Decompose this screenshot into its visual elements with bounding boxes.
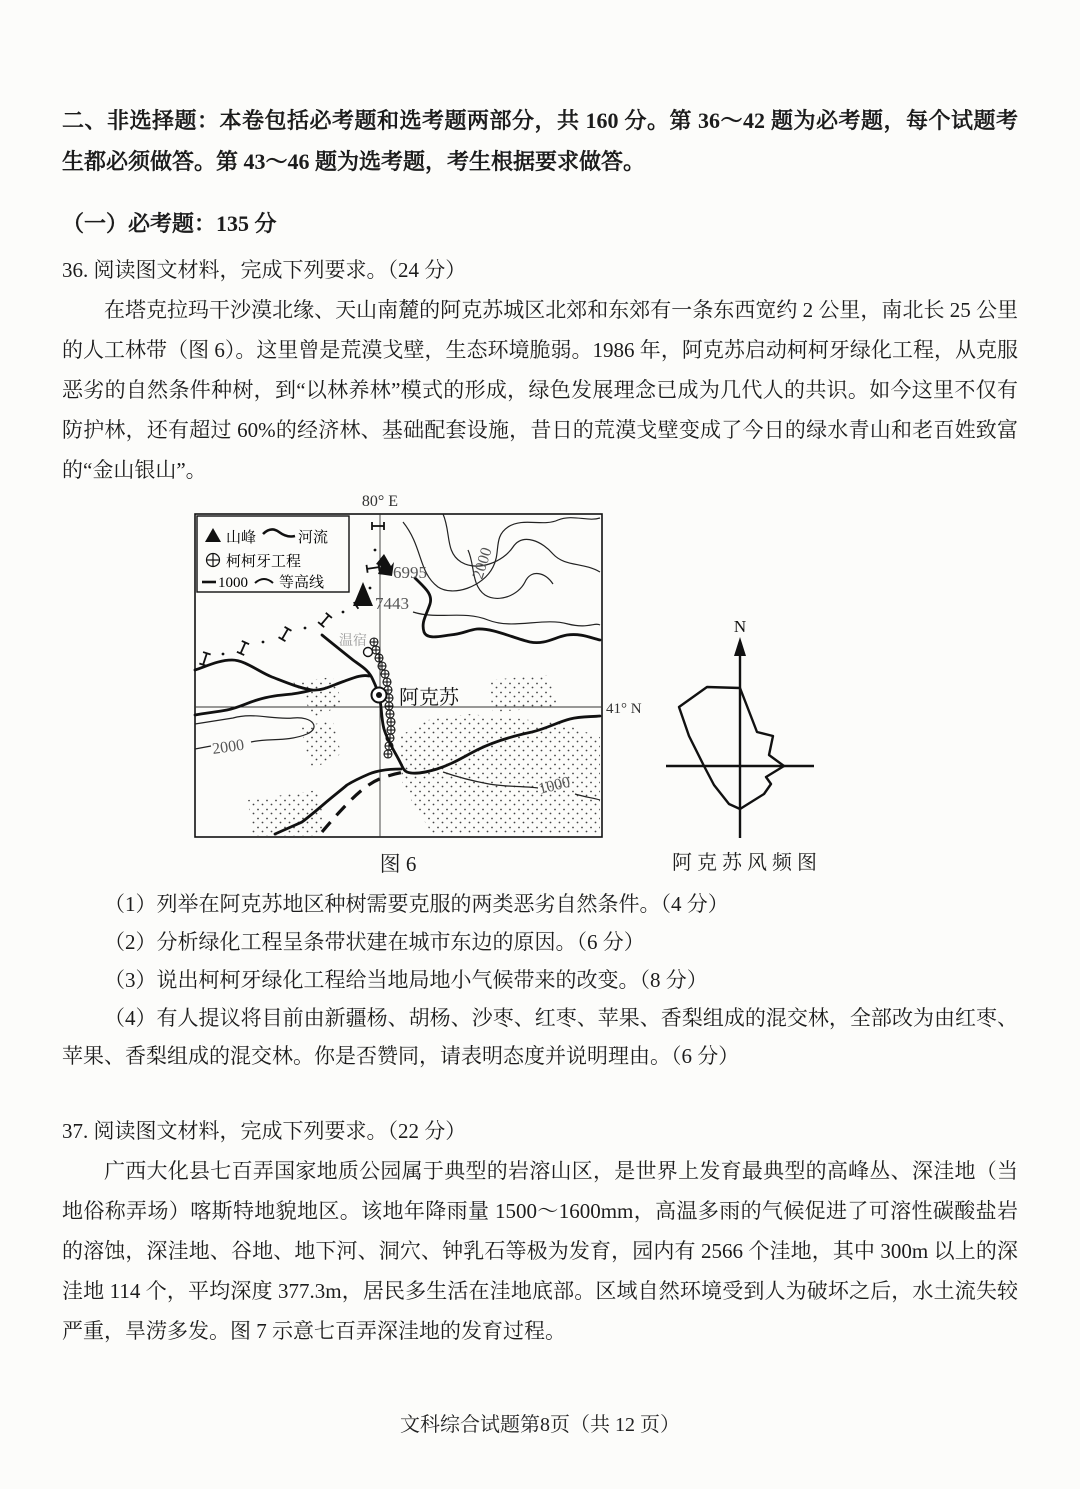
peak-elevation-6995: 6995	[393, 563, 427, 582]
question-36-material: 在塔克拉玛干沙漠北缘、天山南麓的阿克苏城区北郊和东郊有一条东西宽约 2 公里，南北长 25 公里的人工林带（图 6）。这里曾是荒漠戈壁，生态环境脆弱。1986 年，阿克苏启动柯柯牙绿化工程，从克服恶劣的自然条件种树，到“以林养林”模式的形成，绿色发展理念已成为几代人的共识。如今这里不仅有防护林，还有超过 60%的经济林、基础配套设施，昔日的荒漠戈壁变成了今日的绿水青山和老百姓致富的“金山银山”。	[62, 298, 1018, 482]
question-36-title: 36. 阅读图文材料，完成下列要求。（24 分）	[62, 258, 467, 282]
peak-icon-6995	[376, 554, 394, 576]
desert-stipple-e	[488, 675, 558, 712]
legend-project-icon	[207, 554, 220, 567]
desert-stipple-c	[301, 720, 341, 770]
latitude-label: 41° N	[606, 701, 642, 717]
desert-stipple-se	[398, 714, 600, 835]
dashed-line	[322, 772, 405, 832]
question-36-4: （4）有人提议将目前由新疆杨、胡杨、沙枣、红枣、苹果、香梨组成的混交林，全部改为由红枣、苹果、香梨组成的混交林。你是否赞同，请表明态度并说明理由。（6 分）	[62, 1006, 1018, 1068]
town-label-wensu: 温宿	[339, 634, 367, 649]
city-marker-aksu	[372, 688, 387, 703]
figure-6-block	[62, 490, 1018, 885]
city-label-aksu: 阿克苏	[399, 687, 459, 709]
legend-peak-label: 山峰	[226, 530, 257, 546]
figure-6-caption: 图 6	[379, 852, 417, 876]
question-37-title: 37. 阅读图文材料，完成下列要求。（22 分）	[62, 1119, 467, 1143]
windrose-caption: 阿克苏风频图	[672, 852, 822, 874]
aksu-map	[193, 492, 663, 844]
question-37-material: 广西大化县七百弄国家地质公园属于典型的岩溶山区，是世界上发育最典型的高峰丛、深洼地（当地俗称弄场）喀斯特地貌地区。该地年降雨量 1500～1600mm，高温多雨的气候促进了可溶性碳酸盐岩的溶蚀，深洼地、谷地、地下河、洞穴、钟乳石等极为发育，园内有 2566 个洼地，其中 300m 以上的深洼地 114 个，平均深度 377.3m，居民多生活在洼地底部。区域自然环境受到人为破坏之后，水土流失较严重，旱涝多发。图 7 示意七百弄深洼地的发育过程。	[62, 1159, 1018, 1343]
longitude-label: 80° E	[361, 493, 399, 510]
north-label: N	[733, 617, 747, 636]
aksu-windrose	[658, 616, 828, 844]
legend-river-label: 河流	[298, 530, 329, 546]
peak-elevation-7443: 7443	[375, 594, 409, 613]
question-36-1: （1）列举在阿克苏地区种树需要克服的两类恶劣自然条件。（4 分）	[104, 892, 729, 916]
legend-contour-value: 1000	[218, 575, 248, 591]
legend-contour-label: 等高线	[279, 575, 325, 591]
wind-frequency-polygon	[679, 687, 784, 809]
north-arrow-icon	[734, 637, 746, 656]
contour-label-se: 1000	[536, 773, 573, 798]
peak-icon-7443	[353, 582, 373, 606]
legend-project-label: 柯柯牙工程	[226, 554, 302, 570]
subsection-header: （一）必考题：135 分	[62, 211, 277, 236]
contour-label-ne: 2000	[469, 545, 496, 582]
section-header: 二、非选择题：本卷包括必考题和选考题两部分，共 160 分。第 36～42 题为必考题，每个试题考生都必须做答。第 43～46 题为选考题，考生根据要求做答。	[62, 108, 1018, 174]
question-36-3: （3）说出柯柯牙绿化工程给当地局地小气候带来的改变。（8 分）	[104, 968, 708, 992]
page-footer: 文科综合试题第8页（共 12 页）	[400, 1414, 680, 1436]
map-legend	[197, 516, 349, 592]
question-36-2: （2）分析绿化工程呈条带状建在城市东边的原因。（6 分）	[104, 930, 645, 954]
contour-label-w: 2000	[211, 736, 246, 758]
